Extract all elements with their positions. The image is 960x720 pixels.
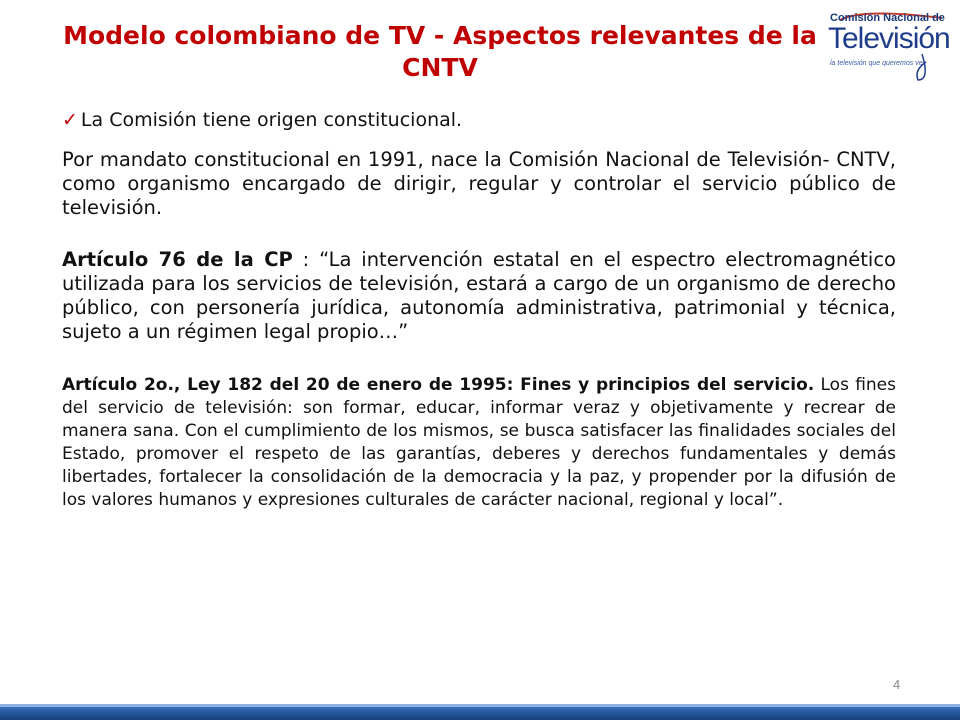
logo-top-text: Comisión Nacional de [830,12,945,24]
article-2-text: Los fines del servicio de televisión: son formar, educar, informar veraz y objetivamente y recrear de manera sana. Con el cumplimiento de los mismos, se busca satisfacer las finalidades sociales del Estado, promover el respeto de las garantías, deberes y derechos fundamentales y demás libertades, fortalecer la consolidación de la democracia y la paz, y propender por la difusión de los valores humanos y expresiones culturales de carácter nacional, regional y local”. [62,375,896,510]
footer-stripe [0,704,960,707]
article-76-label: Artículo 76 de la CP [62,248,293,271]
logo-main-text: Televisión [828,22,950,55]
slide-title: Modelo colombiano de TV - Aspectos relevantes de la CNTV [63,21,817,82]
cntv-logo [822,10,950,85]
paragraph-article-2 [62,374,896,512]
slide-body [62,108,896,512]
paragraph-article-76 [62,248,896,344]
page-number: 4 [893,677,901,692]
check-item-text: La Comisión tiene origen constitucional. [80,109,463,131]
article-2-label: Artículo 2o., Ley 182 del 20 de enero de 1995: Fines y principios del servicio. [62,375,815,395]
logo-tagline: la televisión que queremos ver [830,60,925,67]
check-item [62,108,896,132]
paragraph-mandate: Por mandato constitucional en 1991, nace la Comisión Nacional de Televisión- CNTV, como organismo encargado de dirigir, regular y controlar el servicio público de televisión. [62,148,896,219]
checkmark-icon: ✓ [62,109,78,131]
article-76-text: “La intervención estatal en el espectro electromagnético utilizada para los servicios de televisión, estará a cargo de un organismo de derecho público, con personería jurídica, autonomía administrativa, patrimonial y técnica, sujeto a un régimen legal propio…” [62,248,896,343]
footer-bar [0,704,960,720]
article-76-separator: : [292,248,320,271]
